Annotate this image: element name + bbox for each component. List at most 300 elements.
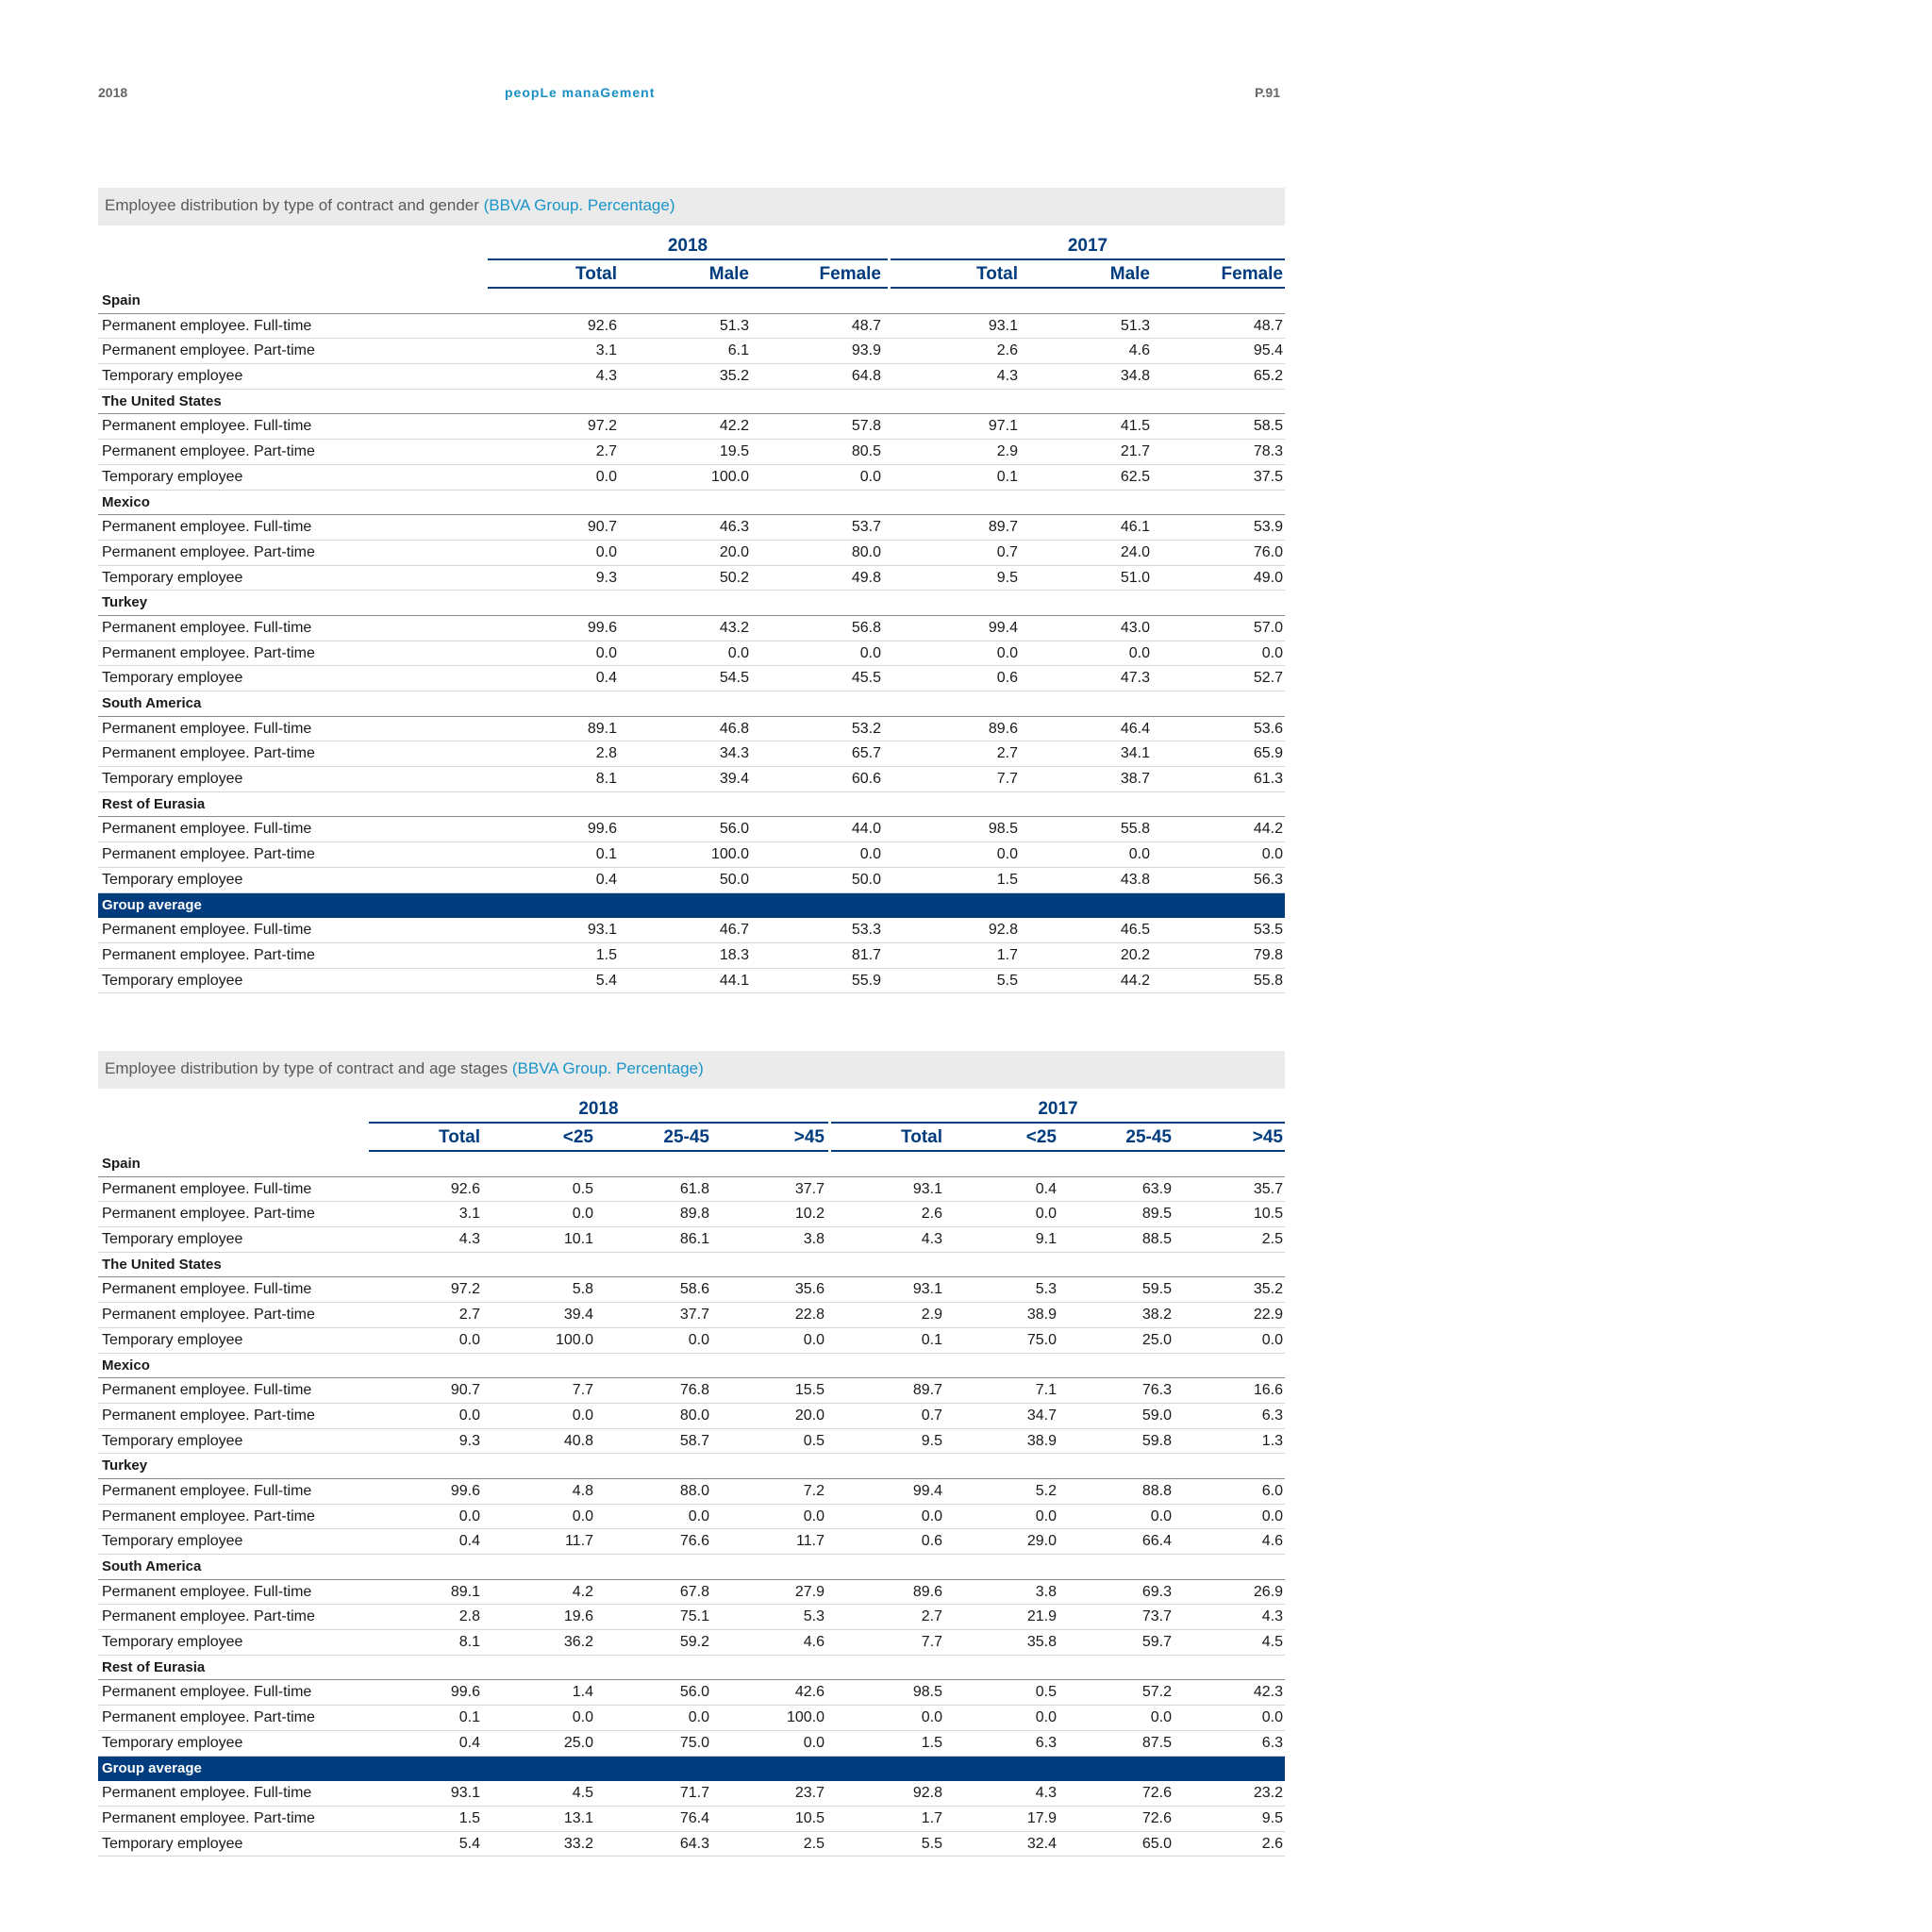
table-cell: 55.9: [851, 972, 881, 989]
column-header: >45: [1252, 1127, 1283, 1147]
table-cell: 22.9: [1253, 1307, 1283, 1324]
table-cell: 80.0: [679, 1407, 709, 1424]
region-header-row: [98, 390, 1285, 415]
table-row: [98, 1832, 1285, 1857]
table-cell: 78.3: [1253, 443, 1283, 460]
table-cell: 5.5: [996, 972, 1018, 989]
table-cell: 0.0: [458, 1407, 480, 1424]
table-cell: 37.7: [679, 1307, 709, 1324]
table-cell: 53.3: [851, 922, 881, 939]
table-cell: 44.0: [851, 821, 881, 838]
table-cell: 58.7: [679, 1432, 709, 1449]
table-cell: 89.8: [679, 1206, 709, 1223]
table-row: [98, 364, 1285, 390]
row-label: Permanent employee. Part-time: [102, 1809, 315, 1826]
table-cell: 4.5: [1261, 1634, 1283, 1651]
table-cell: 57.8: [851, 418, 881, 435]
row-label: Temporary employee: [102, 1835, 243, 1852]
table-cell: 0.0: [458, 1507, 480, 1524]
table2-title-bar: [98, 1051, 1285, 1089]
table-cell: 7.7: [572, 1382, 593, 1399]
table-cell: 71.7: [679, 1785, 709, 1802]
table-cell: 38.2: [1141, 1307, 1172, 1324]
table-cell: 44.2: [1253, 821, 1283, 838]
table-row: [98, 842, 1285, 868]
row-label: Permanent employee. Part-time: [102, 443, 315, 460]
table-cell: 99.6: [587, 821, 617, 838]
table-cell: 20.2: [1120, 946, 1150, 963]
column-header: Total: [575, 264, 617, 284]
table-cell: 16.6: [1253, 1382, 1283, 1399]
table-cell: 0.7: [996, 543, 1018, 560]
table-cell: 2.7: [458, 1307, 480, 1324]
table2-title-suffix: (BBVA Group. Percentage): [511, 1059, 704, 1077]
table-cell: 0.1: [996, 468, 1018, 485]
table-cell: 0.0: [1261, 644, 1283, 661]
table-cell: 34.7: [1026, 1407, 1057, 1424]
table-cell: 90.7: [450, 1382, 480, 1399]
table-cell: 98.5: [912, 1684, 942, 1701]
table-cell: 65.2: [1253, 368, 1283, 385]
table-cell: 89.6: [988, 720, 1018, 737]
row-label: Temporary employee: [102, 468, 243, 485]
table-cell: 50.0: [851, 871, 881, 888]
table-cell: 5.4: [458, 1835, 480, 1852]
table-cell: 25.0: [563, 1734, 593, 1751]
table-cell: 59.2: [679, 1634, 709, 1651]
row-label: Permanent employee. Full-time: [102, 1382, 312, 1399]
table-row: [98, 566, 1285, 591]
table-cell: 73.7: [1141, 1608, 1172, 1625]
table-cell: 0.0: [996, 644, 1018, 661]
row-label: Permanent employee. Part-time: [102, 543, 315, 560]
table-cell: 15.5: [794, 1382, 824, 1399]
row-label: Temporary employee: [102, 569, 243, 586]
table-cell: 1.3: [1261, 1432, 1283, 1449]
table-cell: 62.5: [1120, 468, 1150, 485]
table-row: [98, 541, 1285, 566]
table-cell: 0.7: [921, 1407, 942, 1424]
table-cell: 67.8: [679, 1583, 709, 1600]
table-cell: 2.7: [996, 745, 1018, 762]
row-label: Temporary employee: [102, 1432, 243, 1449]
table-cell: 46.1: [1120, 519, 1150, 536]
table-cell: 27.9: [794, 1583, 824, 1600]
row-label: Permanent employee. Full-time: [102, 519, 312, 536]
table-cell: 4.3: [1035, 1785, 1057, 1802]
table-cell: 4.6: [1128, 342, 1150, 359]
table-row: [98, 1378, 1285, 1404]
row-label: Permanent employee. Full-time: [102, 317, 312, 334]
table-cell: 10.2: [794, 1206, 824, 1223]
column-header: Total: [439, 1127, 480, 1147]
table-cell: 5.3: [1035, 1281, 1057, 1298]
table-cell: 57.2: [1141, 1684, 1172, 1701]
table-cell: 75.0: [1026, 1331, 1057, 1348]
table-cell: 49.8: [851, 569, 881, 586]
table-cell: 2.5: [1261, 1231, 1283, 1248]
table-cell: 4.3: [1261, 1608, 1283, 1625]
table-cell: 37.7: [794, 1180, 824, 1197]
table-cell: 48.7: [851, 317, 881, 334]
table-row: [98, 1580, 1285, 1606]
table-cell: 1.5: [458, 1809, 480, 1826]
table-row: [98, 1303, 1285, 1328]
table-cell: 1.4: [572, 1684, 593, 1701]
table-cell: 0.0: [1261, 1507, 1283, 1524]
table-cell: 0.5: [572, 1180, 593, 1197]
table-row: [98, 1177, 1285, 1203]
table-cell: 8.1: [595, 771, 617, 788]
row-label: Permanent employee. Part-time: [102, 342, 315, 359]
table-cell: 0.6: [921, 1533, 942, 1550]
region-label: Spain: [102, 292, 141, 308]
table-row: [98, 1404, 1285, 1429]
region-label: Turkey: [102, 1457, 148, 1474]
table-row: [98, 1680, 1285, 1706]
section-title: peopLe manaGement: [505, 85, 656, 100]
table-cell: 22.8: [794, 1307, 824, 1324]
table-row: [98, 641, 1285, 667]
table-cell: 49.0: [1253, 569, 1283, 586]
table-cell: 89.1: [587, 720, 617, 737]
region-header-row: [98, 289, 1285, 314]
table-cell: 80.0: [851, 543, 881, 560]
table-cell: 2.7: [595, 443, 617, 460]
table-cell: 66.4: [1141, 1533, 1172, 1550]
table-cell: 97.2: [450, 1281, 480, 1298]
table-cell: 93.1: [587, 922, 617, 939]
table-cell: 0.4: [1035, 1180, 1057, 1197]
table-cell: 4.3: [996, 368, 1018, 385]
table-cell: 7.1: [1035, 1382, 1057, 1399]
region-header-row: [98, 1253, 1285, 1278]
table-cell: 1.7: [996, 946, 1018, 963]
year-header-row: [98, 1095, 1285, 1124]
table-cell: 42.3: [1253, 1684, 1283, 1701]
table-cell: 10.1: [563, 1231, 593, 1248]
table-cell: 98.5: [988, 821, 1018, 838]
region-header-row: [98, 1354, 1285, 1379]
table-cell: 52.7: [1253, 670, 1283, 687]
year-header: 2017: [1067, 236, 1108, 256]
contract-age-table: [98, 1095, 1285, 1857]
table-cell: 9.1: [1035, 1231, 1057, 1248]
table-cell: 6.3: [1035, 1734, 1057, 1751]
table-cell: 0.0: [595, 644, 617, 661]
table-cell: 34.1: [1120, 745, 1150, 762]
table-cell: 0.0: [1128, 644, 1150, 661]
table-cell: 0.1: [458, 1709, 480, 1726]
table-cell: 44.1: [719, 972, 749, 989]
table-cell: 0.0: [1150, 1507, 1172, 1524]
row-label: Permanent employee. Full-time: [102, 720, 312, 737]
table-cell: 100.0: [710, 846, 749, 863]
table-cell: 93.1: [450, 1785, 480, 1802]
table-cell: 39.4: [563, 1307, 593, 1324]
region-label: The United States: [102, 1256, 222, 1273]
table-cell: 38.9: [1026, 1432, 1057, 1449]
table-cell: 58.6: [679, 1281, 709, 1298]
row-label: Permanent employee. Full-time: [102, 1583, 312, 1600]
column-header: Total: [901, 1127, 942, 1147]
column-header: <25: [1025, 1127, 1057, 1147]
table-cell: 89.6: [912, 1583, 942, 1600]
table-cell: 93.1: [912, 1281, 942, 1298]
table-cell: 1.5: [921, 1734, 942, 1751]
table-cell: 4.2: [572, 1583, 593, 1600]
table-cell: 0.0: [595, 543, 617, 560]
table-cell: 50.2: [719, 569, 749, 586]
table-cell: 64.3: [679, 1835, 709, 1852]
table-cell: 0.6: [996, 670, 1018, 687]
table-cell: 0.0: [595, 468, 617, 485]
region-label: Group average: [102, 896, 202, 913]
table-cell: 61.8: [679, 1180, 709, 1197]
table-cell: 76.0: [1253, 543, 1283, 560]
row-label: Permanent employee. Full-time: [102, 821, 312, 838]
row-label: Permanent employee. Full-time: [102, 418, 312, 435]
table1-title-bar: [98, 188, 1285, 225]
column-header: Male: [708, 264, 749, 284]
table-cell: 57.0: [1253, 619, 1283, 636]
row-label: Permanent employee. Part-time: [102, 644, 315, 661]
region-header-row: [98, 691, 1285, 717]
table-cell: 59.7: [1141, 1634, 1172, 1651]
table-row: [98, 918, 1285, 943]
table-cell: 53.5: [1253, 922, 1283, 939]
table-cell: 1.5: [595, 946, 617, 963]
table-cell: 23.7: [794, 1785, 824, 1802]
table-cell: 4.3: [595, 368, 617, 385]
table-cell: 4.6: [803, 1634, 824, 1651]
row-label: Temporary employee: [102, 1331, 243, 1348]
table-cell: 35.2: [1253, 1281, 1283, 1298]
table-cell: 6.3: [1261, 1734, 1283, 1751]
table-cell: 88.5: [1141, 1231, 1172, 1248]
table-row: [98, 314, 1285, 340]
row-label: Permanent employee. Part-time: [102, 946, 315, 963]
table-cell: 6.1: [727, 342, 749, 359]
table-cell: 40.8: [563, 1432, 593, 1449]
table-cell: 42.6: [794, 1684, 824, 1701]
table-cell: 9.5: [996, 569, 1018, 586]
table-cell: 0.0: [688, 1331, 709, 1348]
row-label: Temporary employee: [102, 972, 243, 989]
table-cell: 59.5: [1141, 1281, 1172, 1298]
table-cell: 0.0: [996, 846, 1018, 863]
column-header-row: [98, 260, 1285, 289]
table-cell: 1.5: [996, 871, 1018, 888]
region-header-row: [98, 591, 1285, 616]
table-cell: 21.9: [1026, 1608, 1057, 1625]
table-cell: 11.7: [565, 1533, 593, 1550]
table-cell: 25.0: [1141, 1331, 1172, 1348]
table-row: [98, 414, 1285, 440]
table-cell: 72.6: [1141, 1809, 1172, 1826]
region-label: Spain: [102, 1156, 141, 1172]
table-cell: 53.6: [1253, 720, 1283, 737]
table-row: [98, 1781, 1285, 1807]
row-label: Temporary employee: [102, 871, 243, 888]
row-label: Permanent employee. Part-time: [102, 1507, 315, 1524]
table-cell: 0.0: [1261, 1709, 1283, 1726]
group-average-row: [98, 1757, 1285, 1782]
table-cell: 13.1: [563, 1809, 593, 1826]
region-header-row: [98, 1454, 1285, 1479]
table-cell: 0.0: [688, 1507, 709, 1524]
table-cell: 7.2: [803, 1482, 824, 1499]
table-cell: 34.3: [719, 745, 749, 762]
table-cell: 29.0: [1026, 1533, 1057, 1550]
row-label: Permanent employee. Part-time: [102, 1206, 315, 1223]
table-cell: 38.9: [1026, 1307, 1057, 1324]
table-cell: 93.1: [912, 1180, 942, 1197]
table-cell: 54.5: [719, 670, 749, 687]
table-cell: 43.0: [1120, 619, 1150, 636]
row-label: Permanent employee. Full-time: [102, 1684, 312, 1701]
table-cell: 86.1: [679, 1231, 709, 1248]
table-cell: 75.1: [679, 1608, 709, 1625]
table-cell: 92.6: [450, 1180, 480, 1197]
region-label: Turkey: [102, 594, 148, 611]
region-label: Rest of Eurasia: [102, 1658, 206, 1675]
table-cell: 0.0: [572, 1709, 593, 1726]
row-label: Permanent employee. Full-time: [102, 1281, 312, 1298]
table-cell: 99.4: [912, 1482, 942, 1499]
table-row: [98, 515, 1285, 541]
row-label: Permanent employee. Part-time: [102, 1407, 315, 1424]
table-row: [98, 1479, 1285, 1505]
table-cell: 0.0: [859, 468, 881, 485]
table-row: [98, 1328, 1285, 1354]
table-cell: 44.2: [1120, 972, 1150, 989]
year-header: 2018: [578, 1099, 619, 1119]
column-header: Female: [819, 264, 881, 284]
column-header-row: [98, 1124, 1285, 1152]
table-cell: 95.4: [1253, 342, 1283, 359]
table-cell: 0.5: [803, 1432, 824, 1449]
row-label: Permanent employee. Full-time: [102, 1180, 312, 1197]
table-cell: 53.9: [1253, 519, 1283, 536]
table-cell: 45.5: [851, 670, 881, 687]
table-cell: 89.1: [450, 1583, 480, 1600]
table-cell: 75.0: [679, 1734, 709, 1751]
table-cell: 0.4: [595, 670, 617, 687]
table-cell: 0.0: [572, 1206, 593, 1223]
table-cell: 43.8: [1120, 871, 1150, 888]
table-cell: 0.0: [1035, 1206, 1057, 1223]
table-cell: 19.5: [719, 443, 749, 460]
row-label: Permanent employee. Part-time: [102, 1709, 315, 1726]
table-row: [98, 1731, 1285, 1757]
table-cell: 0.0: [572, 1507, 593, 1524]
table-cell: 0.0: [921, 1709, 942, 1726]
table-cell: 55.8: [1120, 821, 1150, 838]
table-cell: 76.6: [679, 1533, 709, 1550]
table-cell: 39.4: [719, 771, 749, 788]
table-cell: 92.8: [988, 922, 1018, 939]
table-cell: 100.0: [555, 1331, 593, 1348]
table-cell: 2.6: [921, 1206, 942, 1223]
table-cell: 9.5: [921, 1432, 942, 1449]
table-cell: 0.0: [803, 1331, 824, 1348]
region-label: South America: [102, 1558, 202, 1574]
table-cell: 10.5: [794, 1809, 824, 1826]
table-row: [98, 465, 1285, 491]
region-label: The United States: [102, 392, 222, 409]
table-cell: 46.3: [719, 519, 749, 536]
table-cell: 2.5: [803, 1835, 824, 1852]
table-cell: 76.3: [1141, 1382, 1172, 1399]
table-cell: 7.7: [921, 1634, 942, 1651]
table-cell: 8.1: [458, 1634, 480, 1651]
table-cell: 63.9: [1141, 1180, 1172, 1197]
region-label: Rest of Eurasia: [102, 795, 206, 812]
table-cell: 0.0: [1035, 1709, 1057, 1726]
table-cell: 51.0: [1120, 569, 1150, 586]
row-label: Temporary employee: [102, 368, 243, 385]
table-cell: 37.5: [1253, 468, 1283, 485]
year-header: 2017: [1038, 1099, 1078, 1119]
table-cell: 0.0: [1261, 1331, 1283, 1348]
column-header: Total: [976, 264, 1018, 284]
table-row: [98, 666, 1285, 691]
region-header-row: [98, 1152, 1285, 1177]
table-cell: 81.7: [851, 946, 881, 963]
table-cell: 17.9: [1026, 1809, 1057, 1826]
table-row: [98, 1202, 1285, 1227]
year-header-row: [98, 232, 1285, 260]
table-cell: 65.7: [851, 745, 881, 762]
table-cell: 100.0: [786, 1709, 824, 1726]
table-row: [98, 717, 1285, 742]
table-cell: 97.1: [988, 418, 1018, 435]
table-cell: 0.4: [458, 1533, 480, 1550]
table-cell: 56.0: [719, 821, 749, 838]
table-cell: 3.8: [1035, 1583, 1057, 1600]
table-cell: 6.3: [1261, 1407, 1283, 1424]
region-label: Group average: [102, 1759, 202, 1776]
table-row: [98, 339, 1285, 364]
table-cell: 69.3: [1141, 1583, 1172, 1600]
table-cell: 36.2: [563, 1634, 593, 1651]
table-cell: 51.3: [719, 317, 749, 334]
table-cell: 56.8: [851, 619, 881, 636]
table-cell: 0.0: [727, 644, 749, 661]
table-cell: 20.0: [794, 1407, 824, 1424]
table2-title: Employee distribution by type of contract and age stages: [105, 1059, 508, 1077]
row-label: Temporary employee: [102, 1533, 243, 1550]
table-cell: 89.7: [988, 519, 1018, 536]
table-cell: 5.4: [595, 972, 617, 989]
table-cell: 4.3: [458, 1231, 480, 1248]
region-label: Mexico: [102, 493, 150, 510]
table-cell: 20.0: [719, 543, 749, 560]
table-row: [98, 1605, 1285, 1630]
table-cell: 99.6: [450, 1482, 480, 1499]
table-cell: 0.1: [921, 1331, 942, 1348]
table-cell: 32.4: [1026, 1835, 1057, 1852]
table-row: [98, 767, 1285, 792]
table-cell: 5.8: [572, 1281, 593, 1298]
row-label: Permanent employee. Full-time: [102, 1785, 312, 1802]
table-cell: 90.7: [587, 519, 617, 536]
table-cell: 2.7: [921, 1608, 942, 1625]
row-label: Permanent employee. Part-time: [102, 1307, 315, 1324]
column-header: 25-45: [663, 1127, 709, 1147]
contract-gender-table: [98, 232, 1285, 993]
